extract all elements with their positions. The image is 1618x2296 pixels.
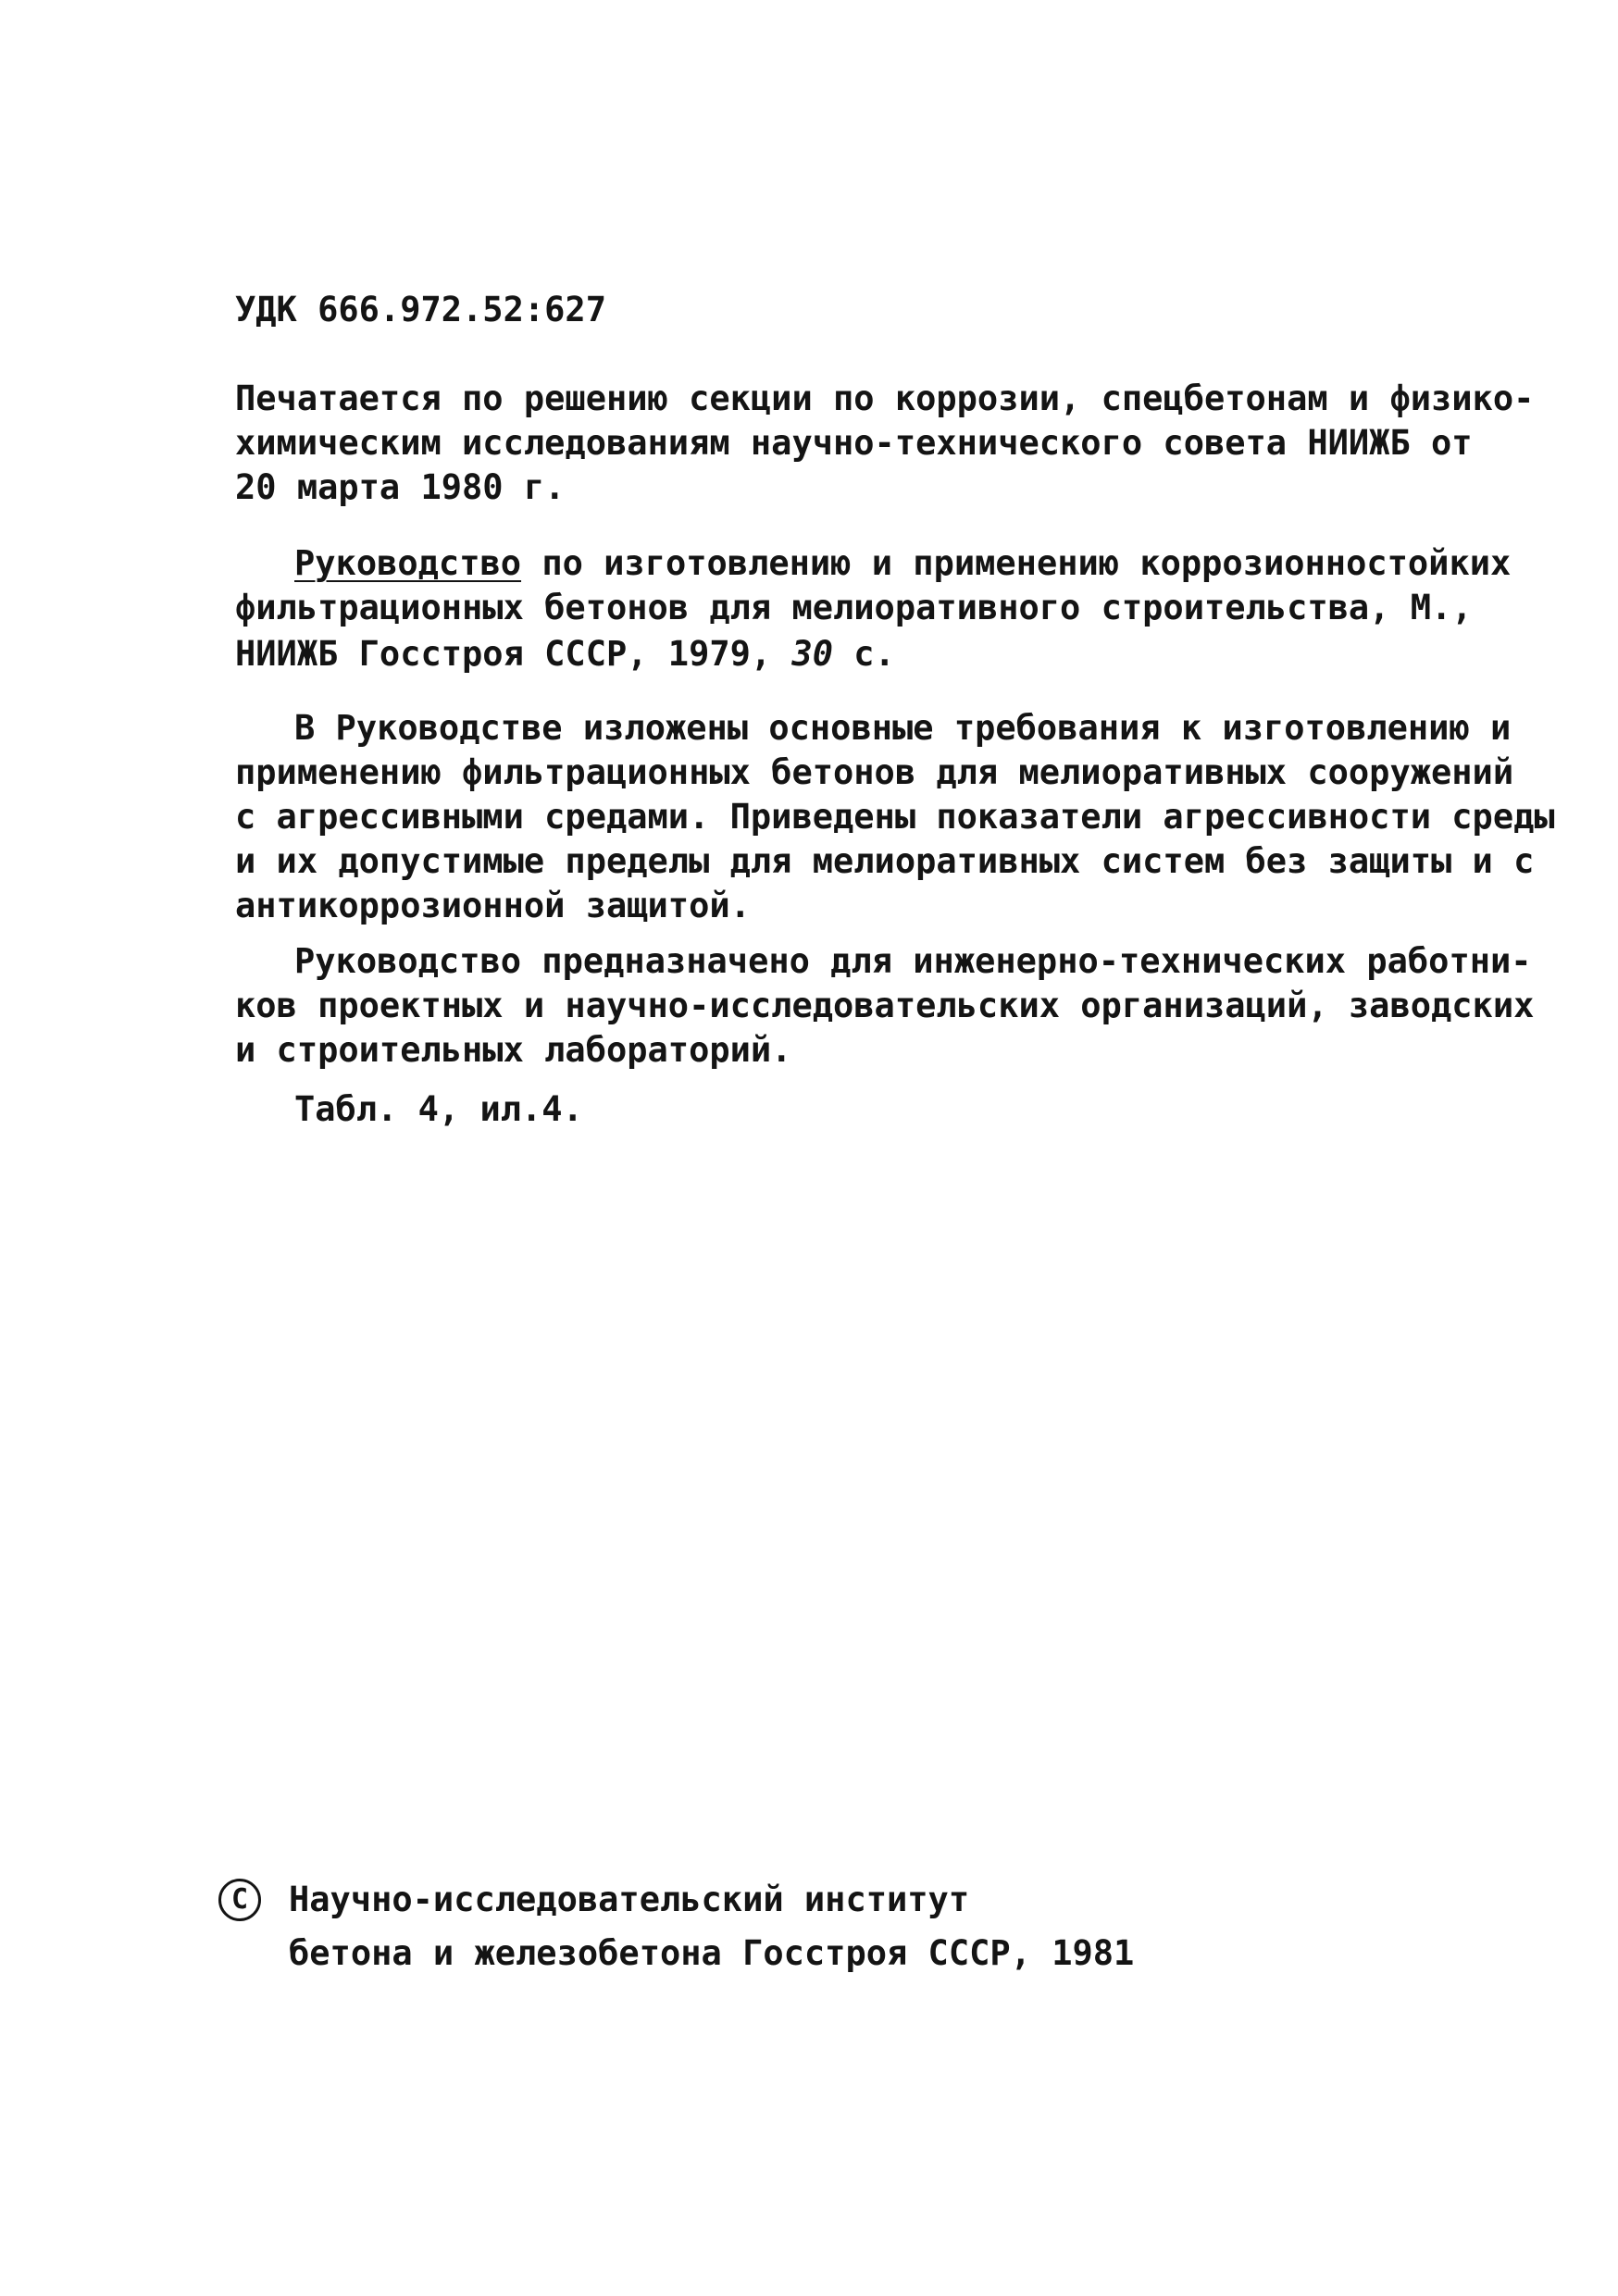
audience-line-1: Руководство предназначено для инженерно-технических работни- (294, 941, 1532, 981)
print-decision-line-3: 20 марта 1980 г. (235, 467, 566, 507)
abstract-line-3: с агрессивными средами. Приведены показатели агрессивности среды (235, 797, 1555, 837)
print-decision-line-1: Печатается по решению секции по коррозии, спецбетонам и физико- (235, 379, 1535, 418)
print-decision-line-2: химическим исследованиям научно-технического совета НИИЖБ от (235, 423, 1473, 463)
citation-line-2: фильтрационных бетонов для мелиоративного строительства, М., (235, 588, 1473, 627)
audience-line-3: и строительных лабораторий. (235, 1030, 792, 1070)
citation-line-3 (235, 634, 895, 674)
citation-publisher: НИИЖБ Госстроя СССР, 1979, (235, 634, 792, 674)
citation-page-count: 30 (791, 634, 834, 674)
copyright-line-1: Научно-исследовательский институт (289, 1880, 970, 1919)
abstract-line-1: В Руководстве изложены основные требования к изготовлению и (294, 708, 1512, 748)
copyright-line-2: бетона и железобетона Госстроя СССР, 1981 (289, 1933, 1135, 1973)
copyright-icon (218, 1879, 261, 1921)
audience-line-2: ков проектных и научно-исследовательских организаций, заводских (235, 986, 1535, 1025)
abstract-line-2: применению фильтрационных бетонов для мелиоративных сооружений (235, 752, 1514, 792)
citation-line-1-rest: по изготовлению и применению коррозионностойких (521, 543, 1512, 583)
citation-line-1 (294, 543, 1512, 583)
citation-title-word: Руководство (294, 543, 522, 583)
citation-pages-unit: с. (833, 634, 895, 674)
abstract-line-4: и их допустимые пределы для мелиоративных систем без защиты и с (235, 841, 1535, 881)
tables-figures-count: Табл. 4, ил.4. (294, 1089, 583, 1129)
abstract-line-5: антикоррозионной защитой. (235, 886, 751, 925)
udk-code: УДК 666.972.52:627 (235, 290, 606, 329)
copyright-symbol-letter: C (230, 1883, 249, 1916)
